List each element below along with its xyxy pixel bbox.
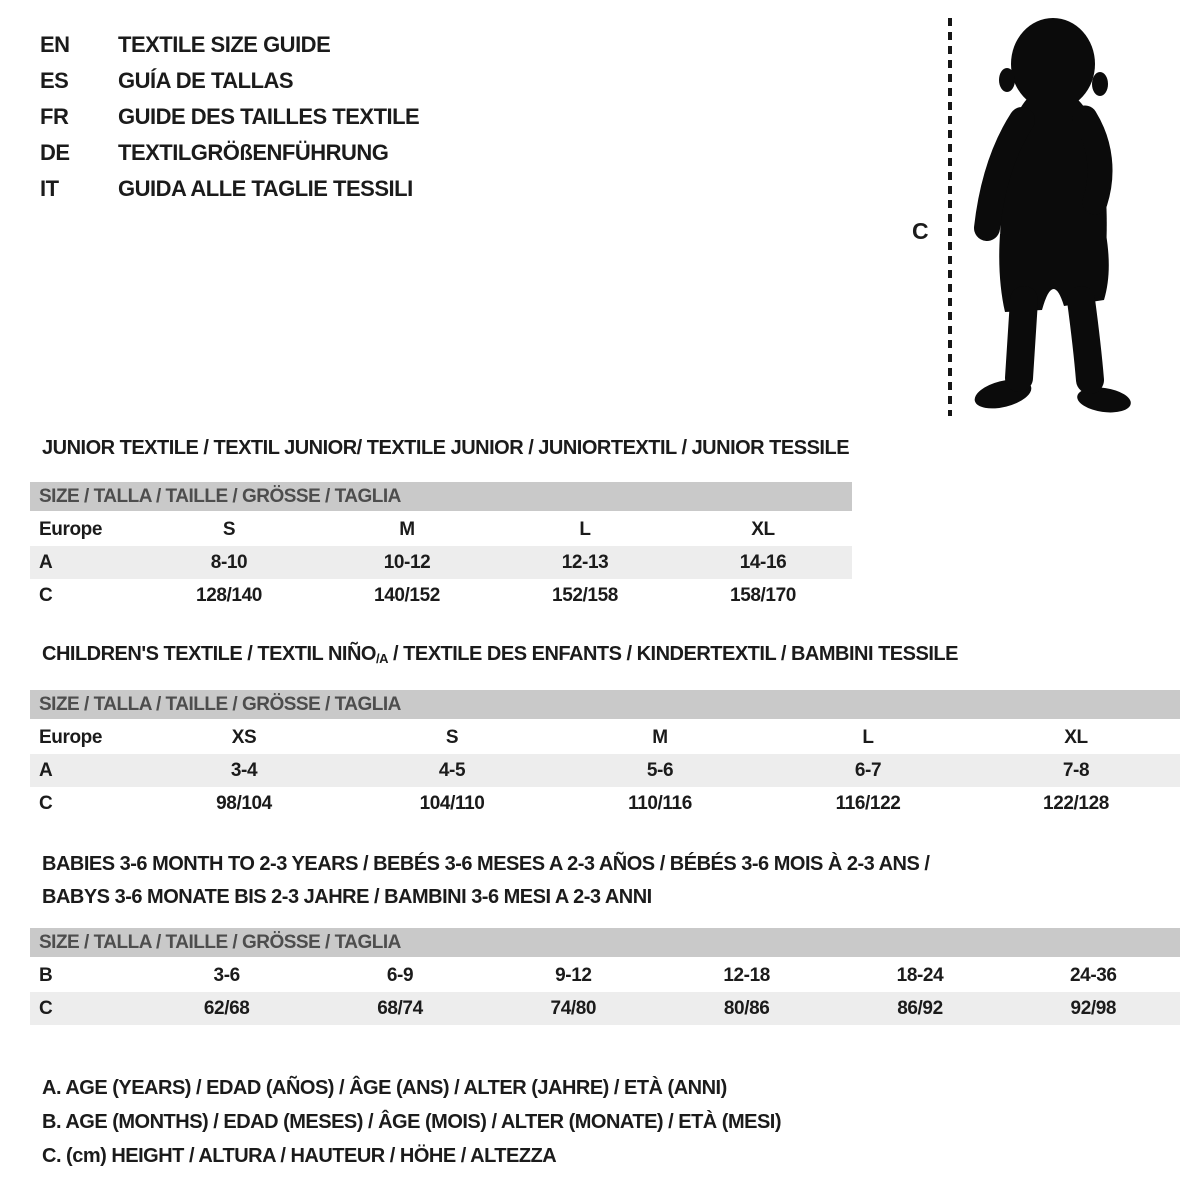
language-code: EN [40, 32, 70, 57]
table-row [30, 513, 852, 546]
table-cell: 98/104 [216, 792, 272, 814]
table-cell: 158/170 [730, 584, 796, 606]
table-row [30, 787, 1180, 820]
table-cell: 18-24 [896, 964, 944, 986]
table-row [30, 959, 1180, 992]
table-cell: 8-10 [210, 551, 248, 573]
table-row [30, 721, 1180, 754]
row-label: A [39, 759, 53, 781]
table-cell: 12-18 [723, 964, 770, 986]
children-title-text: CHILDREN'S TEXTILE / TEXTIL NIÑO [42, 643, 376, 665]
table-cell: 74/80 [550, 997, 597, 1019]
toddler-silhouette-icon [958, 12, 1150, 422]
table-cell: 122/128 [1043, 792, 1109, 814]
size-header-bar: SIZE / TALLA / TAILLE / GRÖSSE / TAGLIA [30, 690, 1180, 719]
children-section-title [42, 643, 958, 666]
babies-size-table [30, 928, 1180, 1025]
table-row [30, 754, 1180, 787]
children-title-subscript: /A [375, 651, 388, 666]
table-cell: L [862, 726, 874, 748]
table-cell: 6-9 [386, 964, 414, 986]
table-cell: 6-7 [854, 759, 882, 781]
table-cell: 7-8 [1062, 759, 1090, 781]
table-cell: 12-13 [561, 551, 609, 573]
size-header-bar: SIZE / TALLA / TAILLE / GRÖSSE / TAGLIA [30, 928, 1180, 957]
junior-section-title: JUNIOR TEXTILE / TEXTIL JUNIOR/ TEXTILE JUNIOR / JUNIORTEXTIL / JUNIOR TESSILE [42, 437, 850, 459]
table-cell: 24-36 [1070, 964, 1117, 986]
table-cell: XL [751, 518, 775, 540]
guide-title: TEXTILE SIZE GUIDE [118, 32, 331, 57]
legend [42, 1071, 781, 1173]
table-cell: S [445, 726, 459, 748]
table-cell: XL [1064, 726, 1088, 748]
size-header-bar: SIZE / TALLA / TAILLE / GRÖSSE / TAGLIA [30, 482, 852, 511]
table-row [30, 992, 1180, 1025]
language-row [40, 99, 419, 135]
table-cell: 110/116 [628, 792, 692, 814]
table-cell: 10-12 [383, 551, 431, 573]
babies-title-line2: BABYS 3-6 MONATE BIS 2-3 JAHRE / BAMBINI 3-6 MESI A 2-3 ANNI [42, 886, 652, 908]
junior-table-rows [30, 513, 852, 612]
language-row [40, 171, 419, 207]
row-label: Europe [39, 518, 103, 540]
guide-title: GUÍA DE TALLAS [118, 68, 294, 93]
row-label: C [39, 584, 53, 606]
table-cell: 92/98 [1070, 997, 1117, 1019]
row-label: C [39, 997, 53, 1019]
table-cell: XS [231, 726, 257, 748]
row-label: B [39, 964, 53, 986]
table-row [30, 579, 852, 612]
table-cell: 104/110 [419, 792, 485, 814]
table-cell: 128/140 [196, 584, 262, 606]
guide-title: GUIDA ALLE TAGLIE TESSILI [118, 176, 413, 201]
table-cell: 3-6 [213, 964, 240, 986]
table-cell: 116/122 [835, 792, 901, 814]
table-cell: 152/158 [552, 584, 618, 606]
language-row [40, 27, 419, 63]
language-code: IT [40, 176, 59, 201]
junior-size-table [30, 482, 852, 612]
legend-line-b: B. AGE (MONTHS) / EDAD (MESES) / ÂGE (MOIS) / ALTER (MONATE) / ETÀ (MESI) [42, 1111, 782, 1133]
language-title-list [40, 27, 419, 207]
children-size-table [30, 690, 1180, 820]
table-cell: 14-16 [739, 551, 787, 573]
language-code: FR [40, 104, 69, 129]
table-cell: M [652, 726, 668, 748]
table-cell: 9-12 [555, 964, 592, 986]
table-cell: S [222, 518, 236, 540]
guide-title: TEXTILGRÖßENFÜHRUNG [118, 140, 389, 165]
language-row [40, 135, 419, 171]
language-code: DE [40, 140, 70, 165]
babies-table-rows [30, 959, 1180, 1025]
table-cell: 140/152 [374, 584, 440, 606]
table-cell: 80/86 [723, 997, 770, 1019]
row-label: C [39, 792, 53, 814]
babies-section-title [42, 848, 929, 914]
table-cell: L [579, 518, 591, 540]
language-row [40, 63, 419, 99]
table-cell: M [399, 518, 415, 540]
children-table-rows [30, 721, 1180, 820]
table-row [30, 546, 852, 579]
table-cell: 3-4 [230, 759, 258, 781]
table-cell: 68/74 [377, 997, 423, 1019]
height-dashed-line-icon [948, 18, 952, 416]
guide-title: GUIDE DES TAILLES TEXTILE [118, 104, 420, 129]
legend-line-c: C. (cm) HEIGHT / ALTURA / HAUTEUR / HÖHE / ALTEZZA [42, 1145, 557, 1167]
table-cell: 4-5 [438, 759, 466, 781]
language-code: ES [40, 68, 69, 93]
table-cell: 86/92 [897, 997, 943, 1019]
legend-line-a: A. AGE (YEARS) / EDAD (AÑOS) / ÂGE (ANS) / ALTER (JAHRE) / ETÀ (ANNI) [42, 1077, 727, 1099]
table-cell: 5-6 [646, 759, 674, 781]
height-marker-label: C [912, 218, 929, 244]
children-title-text: / TEXTILE DES ENFANTS / KINDERTEXTIL / BAMBINI TESSILE [387, 643, 958, 665]
row-label: A [39, 551, 53, 573]
table-cell: 62/68 [203, 997, 250, 1019]
row-label: Europe [39, 726, 103, 748]
babies-title-line1: BABIES 3-6 MONTH TO 2-3 YEARS / BEBÉS 3-6 MESES A 2-3 AÑOS / BÉBÉS 3-6 MOIS À 2-3 ANS / [42, 853, 930, 875]
